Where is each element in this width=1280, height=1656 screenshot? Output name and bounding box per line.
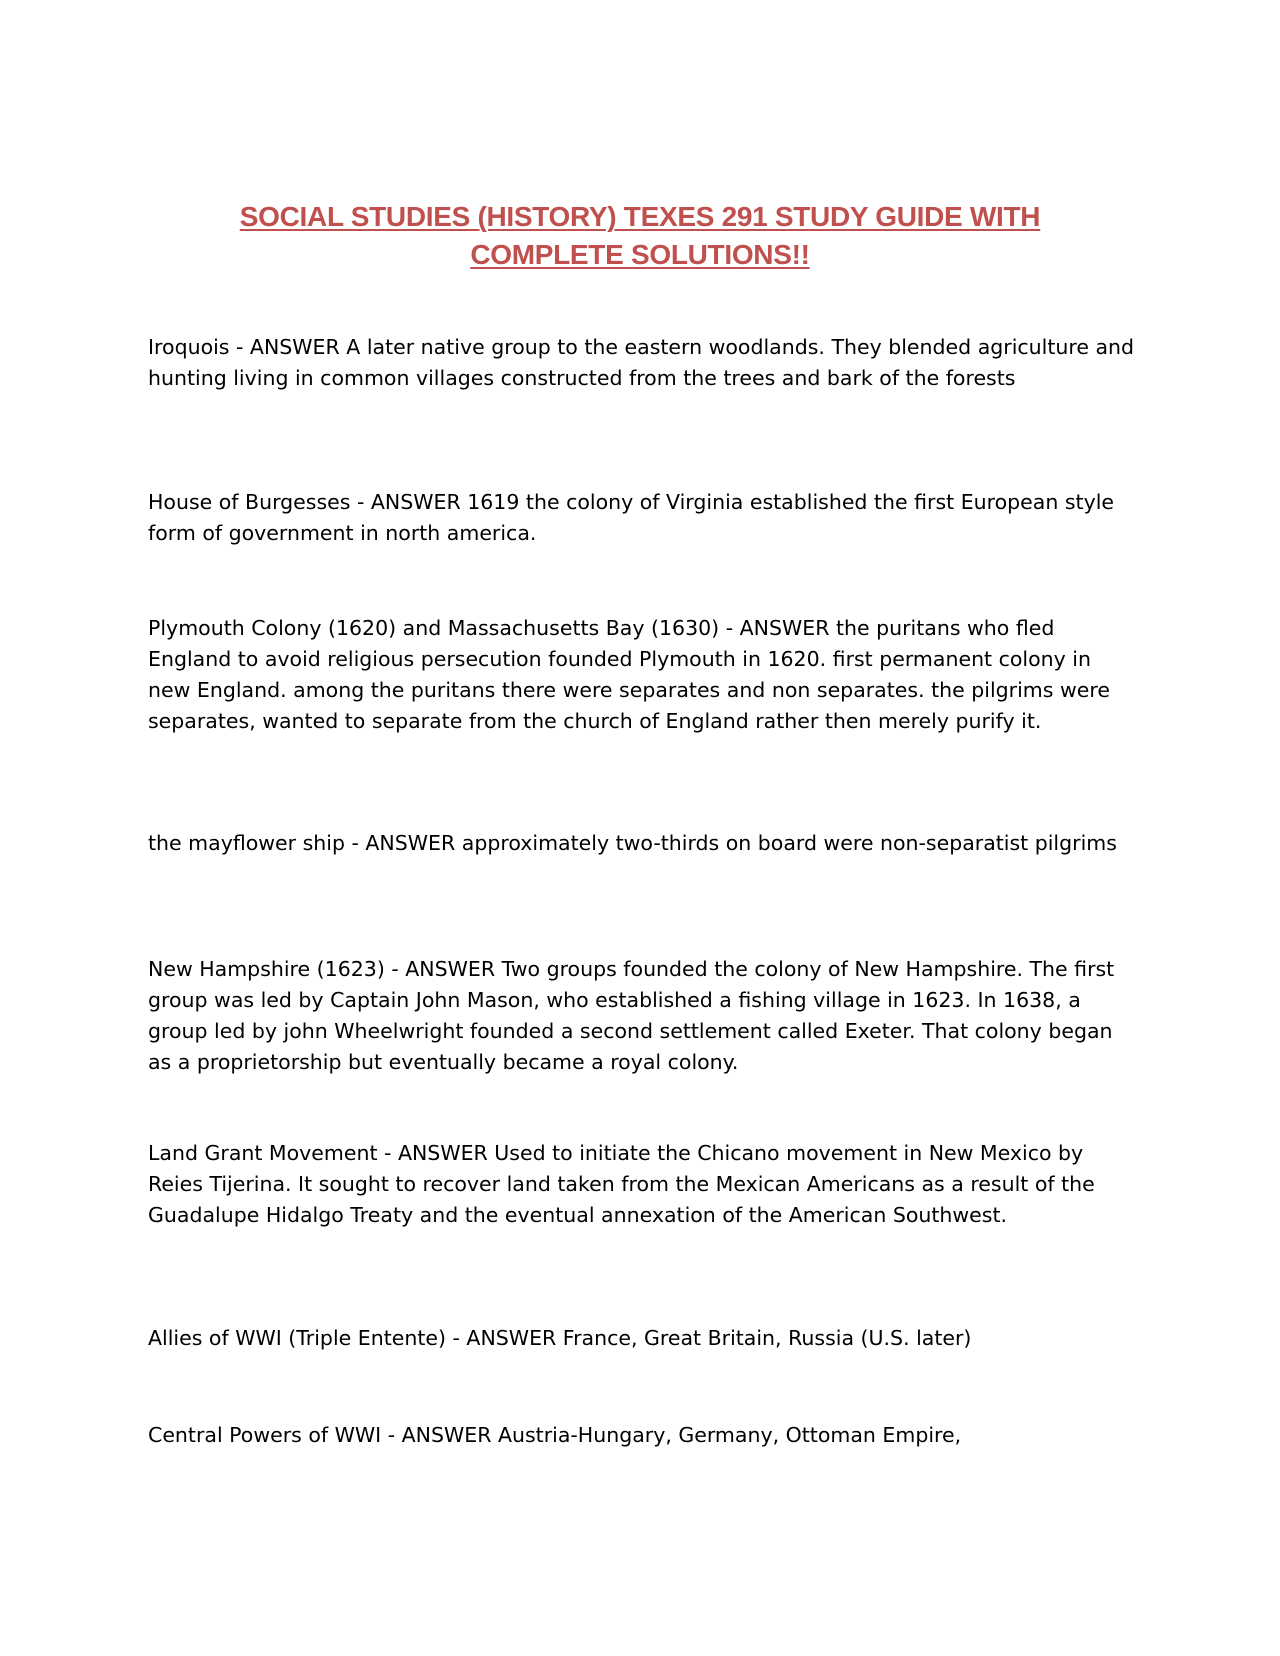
entry-mayflower-ship: the mayflower ship - ANSWER approximately two-thirds on board were non-separatist pilgrims — [148, 831, 1117, 855]
entry-plymouth-colony: Plymouth Colony (1620) and Massachusetts Bay (1630) - ANSWER the puritans who fled England to avoid religious persecution founded Plymouth in 1620. first permanent colony in new England. among the puritans there were separates and non separates. the pilgrims were separates, wanted to separate from the church of England rather then merely purify it. — [148, 616, 1110, 733]
document-title — [148, 198, 1132, 274]
title-line-1: SOCIAL STUDIES (HISTORY) TEXES 291 STUDY GUIDE WITH — [239, 201, 1041, 232]
entry-new-hampshire: New Hampshire (1623) - ANSWER Two groups founded the colony of New Hampshire. The first group was led by Captain John Mason, who established a fishing village in 1623. In 1638, a group led by john Wheelwright founded a second settlement called Exeter. That colony began as a proprietorship but eventually became a royal colony. — [148, 957, 1115, 1074]
entry-land-grant-movement: Land Grant Movement - ANSWER Used to initiate the Chicano movement in New Mexico by Reies Tijerina. It sought to recover land taken from the Mexican Americans as a result of the Guadalupe Hidalgo Treaty and the eventual annexation of the American Southwest. — [148, 1141, 1095, 1227]
title-line-2: COMPLETE SOLUTIONS!! — [470, 239, 810, 270]
entry-central-powers-of-wwi: Central Powers of WWI - ANSWER Austria-Hungary, Germany, Ottoman Empire, — [148, 1423, 962, 1447]
entry-allies-of-wwi: Allies of WWI (Triple Entente) - ANSWER France, Great Britain, Russia (U.S. later) — [148, 1326, 972, 1350]
entry-house-of-burgesses: House of Burgesses - ANSWER 1619 the colony of Virginia established the first European style form of government in north america. — [148, 490, 1115, 545]
entry-iroquois: Iroquois - ANSWER A later native group to the eastern woodlands. They blended agriculture and hunting living in common villages constructed from the trees and bark of the forests — [148, 335, 1135, 390]
